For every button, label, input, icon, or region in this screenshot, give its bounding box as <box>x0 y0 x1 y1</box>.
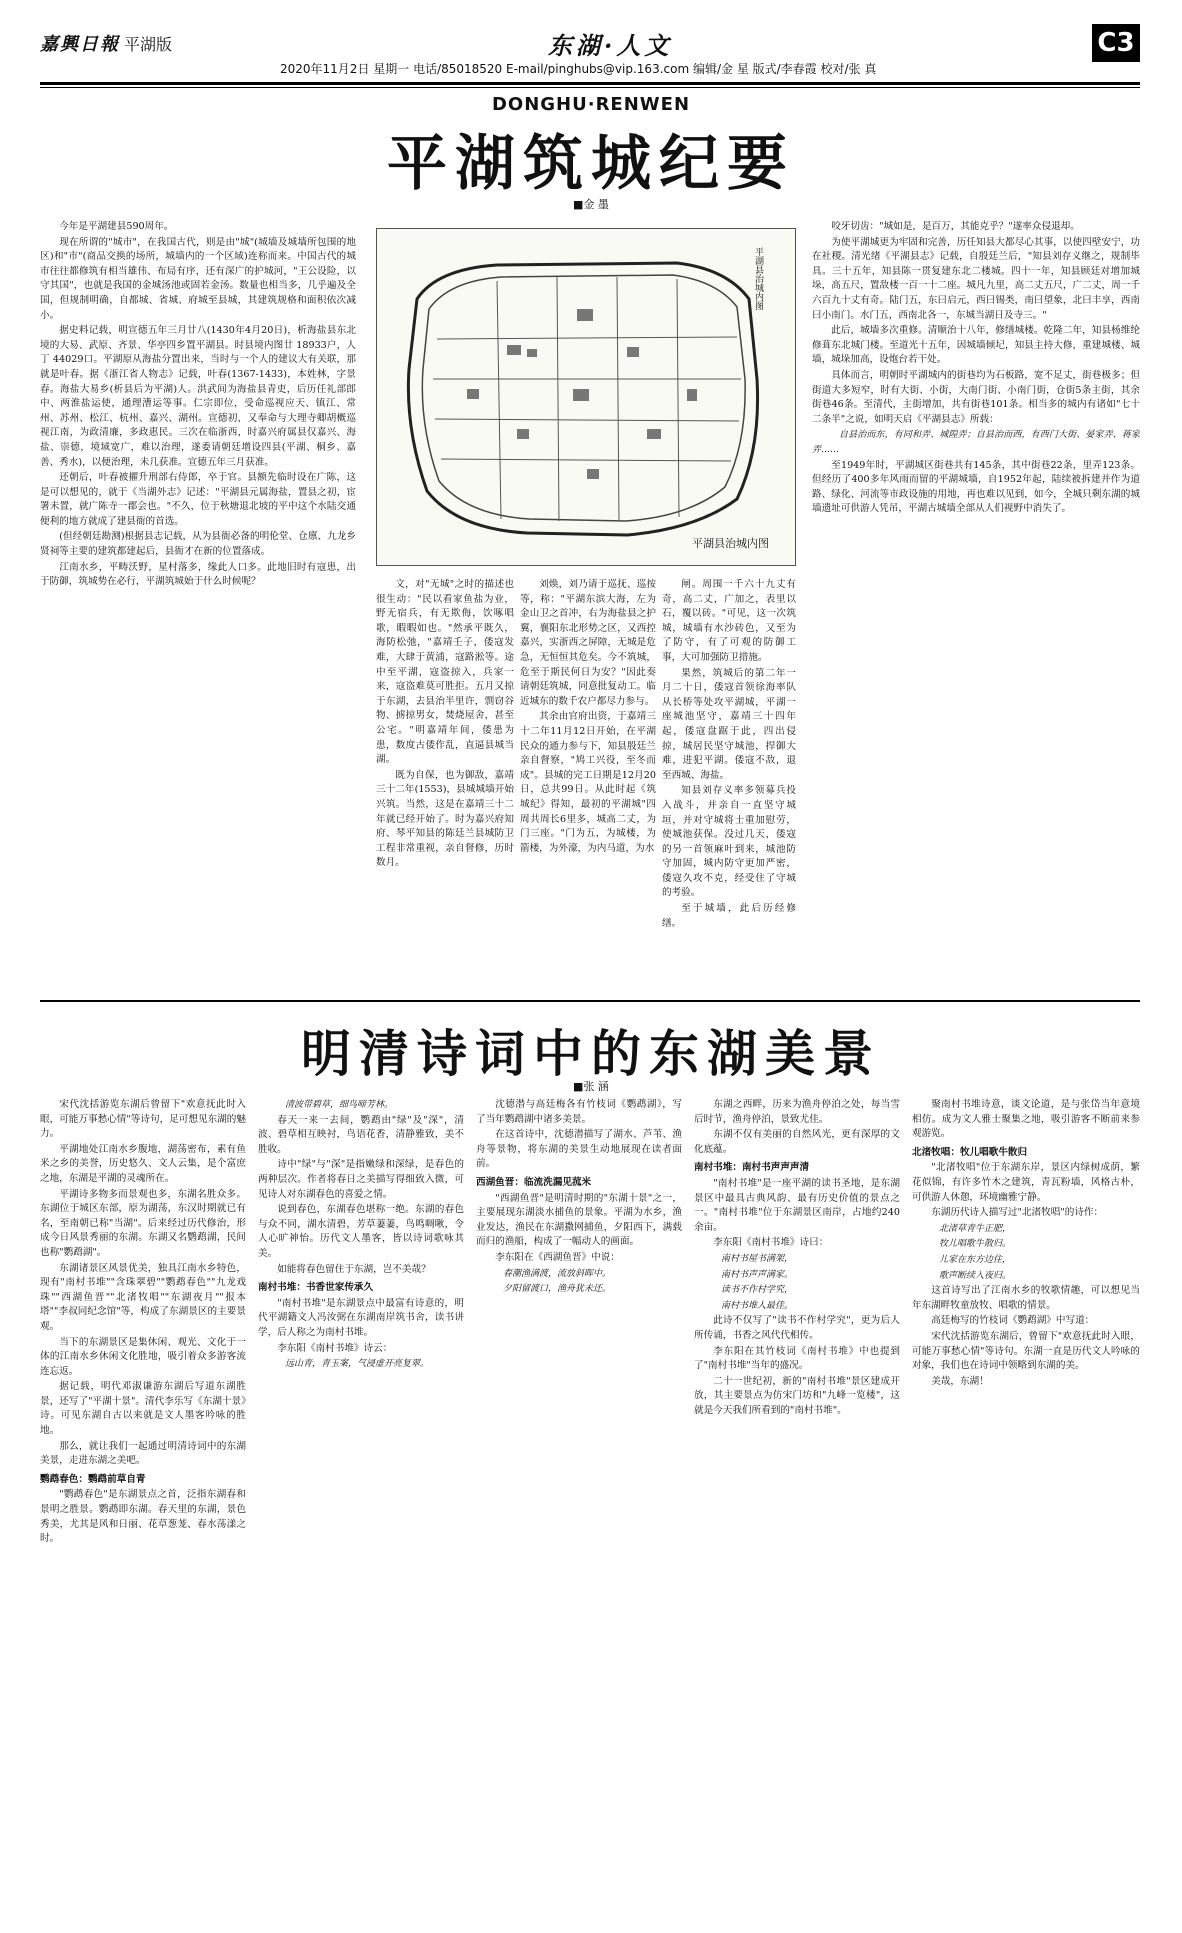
verse: 歌声断续入夜归。 <box>939 1270 1012 1281</box>
paragraph: 高廷梅写的竹枝词《鹦鹉湖》中写道： <box>931 1315 1095 1327</box>
paragraph: 至1949年时，平湖城区街巷共有145条，其中街巷22条，里弄123条。但经历了400多年风雨而留的平湖城墙，自1952年起，陆续被拆建并作为道路、绿化、河流等市政设施的用地，再也难以见到，如今，全城只剩东湖的城墙遗址可供游人凭吊，平湖古城墙全部从人们视野中消失了。 <box>812 459 1140 515</box>
paragraph: 刘焕，刘乃请于巡抚、巡按等，称："平湖东滨大海，左为金山卫之首冲，右为海盐县之护翼，襄阳东北形势之区，又西控嘉兴，实浙西之屏障，无城是危急，无恒恒其危矣。今不筑城，危至于斯民何日为安？"因此奏请朝廷筑城，同意批复动工。临近城东的数千农户都尽力参与。 <box>520 579 656 707</box>
article2-column-1 <box>40 1098 246 1920</box>
paragraph: 咬牙切齿："城如是，是百万，其能克乎？"遂率众侵退却。 <box>831 221 1080 232</box>
city-map-figure <box>376 228 796 566</box>
paragraph: 还朝后，叶春被擢升刑部右侍郎，卒于官。县额先临时设在广陈，这是可以想见的，就于《当湖外志》记述："平湖县元属海盐，置县之初，宦署未置，就广陈寺一郡会也。"不久，位于秋塘退北坡的平中这个水陆交通便利的地方就成了建县衙的首选。 <box>40 472 356 527</box>
paragraph: 李东阳在其竹枝词《南村书堆》中也提到了"南村书堆"当年的盛况。 <box>694 1345 900 1372</box>
paragraph: 说到春色，东湖春色堪称一绝。东湖的春色与众不同，湖水清碧，芳草萋萋，鸟鸣啁啾，令人心旷神怡。历代文人墨客，皆以诗词歌咏其美。 <box>258 1204 464 1259</box>
header-rule-thin <box>40 87 1140 88</box>
map-title: 平湖县治城内图 <box>753 247 763 310</box>
section-english-title: DONGHU·RENWEN <box>491 94 691 115</box>
paragraph: 至于城墙，此后历经修缮。 <box>662 903 796 929</box>
paragraph: 此诗不仅写了"读书不作村学究"，更为后人所传诵，书香之风代代相传。 <box>694 1315 900 1341</box>
section-logo: 东湖·人文 <box>548 31 673 60</box>
article1-column-4 <box>662 578 796 990</box>
paragraph: "南村书堆"是东湖景点中最富有诗意的，明代平湖籍文人冯汝弼在东湖南岸筑书舍，读书讲学，后人称之为南村书堆。 <box>258 1297 464 1338</box>
paragraph: 美哉，东湖！ <box>931 1375 989 1387</box>
paragraph: 为使平湖城更为牢固和完善，历任知县大都尽心其事，以使四壁安宁，功在社稷。清光绪《平湖县志》记载，自殷廷兰后，"知县刘存义继之，规制毕具。三十五年，知县陈一贯复建东北二楼城。四十一年，知县顾廷对增加城垛，高五尺，置敌楼一百一十二座。城凡九里，高二丈五尺，广二丈，周一千六百九十丈有奇。陆门五，东曰启元，西曰锡类，南曰望象，北曰丰享，西南曰小南门。水门五，西南北各一，东城当湖日及寺三。" <box>812 236 1140 321</box>
paragraph: 据史料记载，明宣德五年三月廿八(1430年4月20日)，析海盐县东北境的大易、武原、齐景、华亭四乡置平湖县。时县境内图廿 18933户，人丁 44029口。平湖原从海盐分置出来，当时与一个人的建议大有关联，那就是叶春。据《浙江省人物志》记载，叶春(1367-1433)，本姓林，字景春。海盐大易乡(析县后为平湖)人。洪武间为海盐县青吏，后历任礼部郎中、两淮盐运使，通理漕运等事。仁宗即位，受命巡视应天、镇江、常州、苏州、松江、杭州、嘉兴、湖州。宣德初，又奉命与大理寺卿胡概巡视江南，为政清廉，多政惠民。三次在临浙西，时嘉兴府属县仅嘉兴、海盐、崇德，境域宽广，难以治理，遂委请朝廷增设四县(平湖、桐乡、嘉善、秀水)，以便治理，未几获准。宣德五年三月获准。 <box>40 325 356 468</box>
dateline: 2020年11月2日 星期一 电话/85018520 E-mail/pinghubs@vip.163.com 编辑/金 星 版式/李春霞 校对/张 真 <box>280 62 877 76</box>
subheading: 北渚牧唱：牧儿唱歌牛散归 <box>912 1146 1028 1158</box>
paragraph: 东湖之西畔，历来为渔舟停泊之处，每当雪后时节，渔舟停泊，景致尤佳。 <box>694 1099 900 1125</box>
paragraph: 东湖诸景区风景优美，独具江南水乡特色，现有"南村书堆""含珠翠碧""鹦鹉春色""九龙戏珠""西湖鱼晋""北渚牧唱""东湖夜月""报本塔""李叔同纪念馆"等，构成了东湖景区的主要景观。 <box>40 1262 246 1332</box>
paragraph: 李东阳《南村书堆》诗曰： <box>713 1237 829 1249</box>
verse: 清波带碧草，细鸟啼芳林。 <box>285 1100 394 1110</box>
verse: 南村书声声满家。 <box>721 1269 794 1280</box>
article1-column-2 <box>376 578 514 990</box>
verse: 南村书堆人最佳。 <box>721 1300 794 1311</box>
article1-column-3 <box>520 578 656 990</box>
paragraph: 如能将春色留住于东湖，岂不美哉？ <box>277 1263 431 1275</box>
paragraph: 知县刘存义率多领募兵投入战斗，并亲自一直坚守城垣，并对守城将士重加慰劳，使城池获保。没过几天，倭寇的另一首领麻叶到来，城池防守加固，城内防守更加严密，倭寇久攻不克，经受住了守城的考验。 <box>662 785 796 899</box>
article2-column-5 <box>912 1098 1140 1920</box>
paragraph: 东湖历代诗人描写过"北渚牧唱"的诗作： <box>931 1207 1104 1219</box>
paragraph: "西湖鱼晋"是明清时期的"东湖十景"之一，主要展现东湖淡水捕鱼的景象。平湖为水乡，渔业发达，渔民在东湖撒网捕鱼，夕阳西下，满载而归的渔船，构成了一幅动人的画面。 <box>476 1192 682 1248</box>
paragraph: 据记载，明代邓淑谦游东湖后写道东湖胜景，还写了"平湖十景"。清代李乐写《东湖十景》诗。可见东湖自古以来就是文人墨客吟咏的胜地。 <box>40 1381 246 1437</box>
paragraph: 既为自保，也为御敌，嘉靖三十二年(1553)，县城城墙开始兴筑。当然，这是在嘉靖三十二年就已经开始了。时为嘉兴府知府、琴平知县的陈廷兰县城防卫工程非常重视，亲自督修，历时数月。 <box>376 769 514 869</box>
subheading: 南村书堆：书香世家传承久 <box>258 1282 374 1294</box>
page-number-badge: C3 <box>1092 24 1140 62</box>
subheading: 南村书堆：南村书声声声清 <box>694 1162 810 1174</box>
paragraph: 平湖诗多物多而景观也多，东湖名胜众多。东湖位于城区东部，原为湖荡，东汉时期就已有名，至南朝已称"当湖"。后来经过历代修治，形成今日风景秀丽的东湖。东湖又名鹦鹉湖，民间也称"鹦鹉湖"。 <box>40 1188 246 1258</box>
article1-column-5 <box>812 220 1140 990</box>
paragraph: 现在所谓的"城市"，在我国古代，则是由"城"(城墙及城墙所包围的地区)和"市"(商品交换的场所，城墙内的一个区域)连称而来。中国古代的城市往往都修筑有相当雄伟、布局有序，还有深广的护城河，"王公设险，以守其国"，也就是我国的金城汤池或固若金汤。数量也相当多，几乎遍及全国，但规制明确，自都城、省城、府城至县城，其建筑规格和面积依次减小。 <box>40 236 356 321</box>
paragraph: 果然，筑城后的第二年一月二十日，倭寇首领徐海率队从长桥等处攻平湖城，平湖一座城池坚守，嘉靖三十四年起，倭寇盘踞于此，四出侵掠，城居民坚守城池，捍御大难，进犯平湖。倭寇不敌，退至西城、海盐。 <box>662 667 796 781</box>
map-caption: 平湖县治城内图 <box>692 537 769 550</box>
paragraph: 聚南村书堆诗意，谈文论道，是与张岱当年意境相仿。成为文人雅士聚集之地，吸引游客不断前来参观游览。 <box>912 1099 1140 1140</box>
article2-column-2 <box>258 1098 464 1920</box>
verse: 远山青，青玉案，气浸虚开亮复翠。 <box>285 1359 430 1370</box>
article1-title: 平湖筑城纪要 <box>387 129 795 199</box>
article2-column-4 <box>694 1098 900 1920</box>
paragraph: 其余由官府出资，于嘉靖三十二年11月12日开始，在平湖民众的通力参与下，知县殷廷兰亲自督察，"鸠工兴役，至冬而成"。县城的完工日期是12月20日，总共99日。从此时起《筑城纪》得知，最初的平湖城"四周共周长6里多，城高二丈，为门三座。"门为五，为城楼，为箭楼，为外濠，为内马道，为水 <box>520 711 656 854</box>
paragraph: 此后，城墙多次重修。清顺治十八年，修缮城楼。乾隆二年，知县杨维纶修葺东北城门楼。至道光十五年，因城墙倾圮，知县主持大修，重建城楼、城墙，城垛加高，设炮台若干处。 <box>812 325 1140 366</box>
paragraph: 这首诗写出了江南水乡的牧歌情趣，可以想见当年东湖畔牧童放牧、唱歌的情景。 <box>912 1285 1140 1311</box>
paragraph: 二十一世纪初，新的"南村书堆"景区建成开放，其主要景点为仿宋门坊和"九峰一览楼"，这就是今天我们所看到的"南村书堆"。 <box>694 1375 900 1416</box>
subheading: 鹦鹉春色：鹦鹉前草自青 <box>40 1473 146 1485</box>
article1-column-1 <box>40 220 356 990</box>
paragraph: 具体而言，明朝时平湖城内的街巷均为石板路，宽不足丈，街巷极多；但街道大多短窄，时有大街、小街，大南门街、小南门街，仓街5条主街，其余街巷46条。至清代，主街增加，共有街巷101条。相当多的城内有诸如"七十二条半"之说，如明天启《平湖县志》所载： <box>812 369 1140 425</box>
paragraph: "北渚牧唱"位于东湖东岸，景区内绿树成荫，繁花似锦，有许多竹木之建筑，青瓦粉墙，风格古朴，可供游人休憩，环境幽雅宁静。 <box>912 1162 1140 1203</box>
paragraph: (但经朝廷勘测)根据县志记载，从为县衙必备的明伦堂、仓廪、九龙乡贤祠等主要的建筑都建起后，县衙才在新的位置落成。 <box>40 531 356 558</box>
paragraph: 李东阳《南村书堆》诗云： <box>277 1342 393 1354</box>
paragraph: 那么，就让我们一起通过明清诗词中的东湖美景，走进东湖之美吧。 <box>40 1440 246 1467</box>
paragraph: 李东阳在《西湖鱼晋》中说： <box>495 1251 620 1263</box>
article2-column-3 <box>476 1098 682 1920</box>
verse: 自县治而东，有同和弄、城隍弄；自县治而西，有西门大街、晏家弄、蒋家弄…… <box>812 430 1140 455</box>
paragraph: 当下的东湖景区是集休闲、观光、文化于一体的江南水乡休闲文化胜地，吸引着众多游客流连忘返。 <box>40 1336 246 1377</box>
edition-label: 平湖版 <box>124 35 173 54</box>
page-header <box>40 14 1140 80</box>
masthead: 嘉興日報 <box>40 34 120 55</box>
verse: 南村书屋书满架， <box>721 1253 794 1264</box>
paragraph: 沈德潜与高廷梅各有竹枝词《鹦鹉湖》，写了当年鹦鹉湖中诸多美景。 <box>476 1099 682 1125</box>
paragraph: 诗中"绿"与"深"是指嫩绿和深绿，是春色的两种层次。作者将春日之美描写得细致入微，可见诗人对东湖春色的喜爱之情。 <box>258 1159 464 1200</box>
paragraph: 江南水乡，平畴沃野，星村落多，缘此人口多。此地旧时有寇患，出于防御，筑城势在必行，平湖筑城始于什么时候呢？ <box>40 561 356 588</box>
header-rule <box>40 82 1140 85</box>
verse: 夕阳留渡口，渔舟犹未还。 <box>503 1284 612 1295</box>
article2-title: 明清诗词中的东湖美景 <box>301 1025 881 1083</box>
paragraph: "南村书堆"是一座平湖的读书圣地，是东湖景区中最具古典风韵、最有历史价值的景点之一。"南村书堆"位于东湖景区南岸，占地约240余亩。 <box>694 1177 900 1233</box>
verse: 牧儿唱歌牛散归。 <box>939 1239 1012 1250</box>
article2-byline: ■张 涵 <box>573 1080 609 1093</box>
paragraph: "鹦鹉春色"是东湖景点之首，泛指东湖春和景明之胜景。鹦鹉即东湖。春天里的东湖，景色秀美，尤其是风和日丽、花草葱茏、春水荡漾之时。 <box>40 1489 246 1545</box>
article1-byline: ■金 墨 <box>573 198 609 211</box>
paragraph: 宋代沈括游览东湖后，曾留下"欢意抚此时入眼，可能万事愁心情"等诗句。东湖一直是历代文人吟咏的对象，我们也在诗词中领略到东湖的美。 <box>912 1330 1140 1372</box>
paragraph: 在这首诗中，沈德潜描写了湖水、芦苇、渔舟等景物，将东湖的美景生动地展现在读者面前。 <box>476 1129 682 1170</box>
paragraph: 平湖地处江南水乡腹地，湖荡密布，素有鱼米之乡的美誉，历史悠久、文人云集，是个富庶之地，东湖是平湖的灵魂所在。 <box>40 1143 246 1184</box>
paragraph: 宋代沈括游览东湖后曾留下"欢意抚此时入眼，可能万事愁心情"等诗句，足可想见东湖的魅力。 <box>40 1099 246 1140</box>
paragraph: 东湖不仅有美丽的自然风光，更有深厚的文化底蕴。 <box>694 1129 900 1155</box>
subheading: 西湖鱼晋：临流洗漏见菰米 <box>476 1176 592 1188</box>
paragraph: 春天一来一去间，鹦鹉由"绿"及"深"，清波、碧草相互映衬，鸟语花香，清静雅致，美不胜收。 <box>258 1114 464 1155</box>
article-divider <box>40 1000 1140 1002</box>
verse: 北渚草青牛正肥， <box>939 1223 1012 1234</box>
city-map-illustration <box>377 229 795 565</box>
verse: 春潮渔满渡，流放斜晖中。 <box>503 1268 612 1279</box>
verse: 读书不作村学究， <box>721 1285 794 1296</box>
paragraph: 文，对"无城"之时的描述也很生动："民以看家鱼盐为业，野无宿兵，有无欺侮，饮啄唱歌，暇暇如也。"然承平既久，海防松弛，"嘉靖壬子，倭寇发难，大肆于黄浦，寇路淞等。途中至平湖，寇盗掠入，兵家一来，寇盗难莫可胜拒。五月又掠于东湖，去县治半里许，剽窃谷物、掳掠男女，焚烧屋舍，甚至公宅。"明嘉靖年间，倭患为患，数度古倭作乱，直逼县城当湖。 <box>376 579 514 766</box>
verse: 儿家在东方边住， <box>939 1254 1012 1265</box>
paragraph: 今年是平湖建县590周年。 <box>59 221 174 232</box>
paragraph: 闸。周围一千六十九丈有奇，高二丈，广加之，表里以石，覆以砖。"可见，这一次筑城，城墙有水沙砖色，又至为了防守，有了可观的防御工事，大可加强防卫措施。 <box>662 579 796 663</box>
